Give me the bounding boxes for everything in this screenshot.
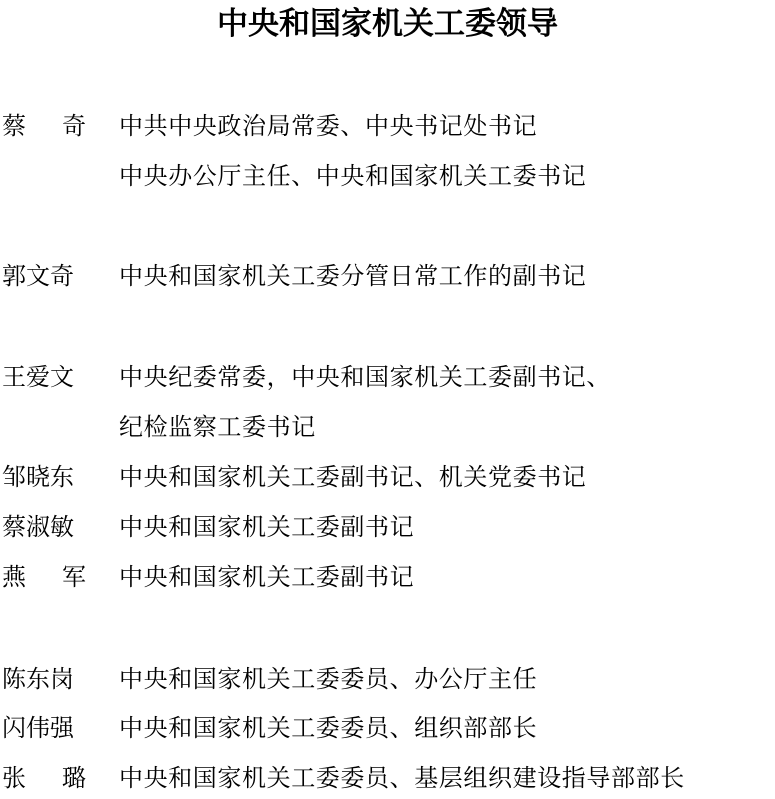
leader-name-shan-weiqiang: 闪伟强	[2, 714, 74, 742]
leader-name-guo-wenqi: 郭文奇	[2, 262, 74, 290]
page-title: 中央和国家机关工委领导	[217, 6, 558, 42]
leader-name-part: 燕	[2, 563, 26, 591]
leader-name-cai-shumin: 蔡淑敏	[2, 513, 74, 541]
leader-roles	[119, 108, 775, 208]
leader-role: 纪检监察工委书记	[119, 413, 316, 441]
leader-roles	[119, 459, 775, 509]
leader-name-zou-xiaodong: 邹晓东	[2, 463, 74, 491]
leader-roles	[119, 509, 775, 559]
leader-role: 中共中央政治局常委、中央书记处书记	[119, 112, 538, 140]
leader-role: 中央纪委常委，中央和国家机关工委副书记、	[119, 363, 611, 391]
leader-name-yan-jun	[2, 559, 86, 595]
leader-roles	[119, 359, 775, 459]
leader-name-part: 军	[62, 563, 86, 591]
leader-role: 中央和国家机关工委委员、组织部部长	[119, 714, 538, 742]
leader-name-part: 蔡	[2, 112, 26, 140]
leader-name-part: 奇	[62, 112, 86, 140]
leader-role: 中央和国家机关工委副书记	[119, 563, 415, 591]
leader-name-chen-donggang: 陈东岗	[2, 665, 74, 693]
leader-roles	[119, 661, 775, 711]
leader-roles	[119, 559, 775, 609]
leader-name-part: 璐	[62, 764, 86, 792]
leader-name-part: 张	[2, 764, 26, 792]
leader-name-zhang-lu	[2, 760, 86, 796]
leader-role: 中央和国家机关工委副书记	[119, 513, 415, 541]
leader-role: 中央办公厅主任、中央和国家机关工委书记	[119, 162, 587, 190]
leader-name-wang-aiwen: 王爱文	[2, 363, 74, 391]
leader-roles	[119, 258, 775, 308]
leader-role: 中央和国家机关工委委员、办公厅主任	[119, 665, 538, 693]
leader-roles	[119, 710, 775, 760]
leader-roles	[119, 760, 775, 796]
leader-role: 中央和国家机关工委分管日常工作的副书记	[119, 262, 587, 290]
leader-role: 中央和国家机关工委副书记、机关党委书记	[119, 463, 587, 491]
leader-role: 中央和国家机关工委委员、基层组织建设指导部部长	[119, 764, 685, 792]
leader-name-cai-qi	[2, 108, 86, 144]
